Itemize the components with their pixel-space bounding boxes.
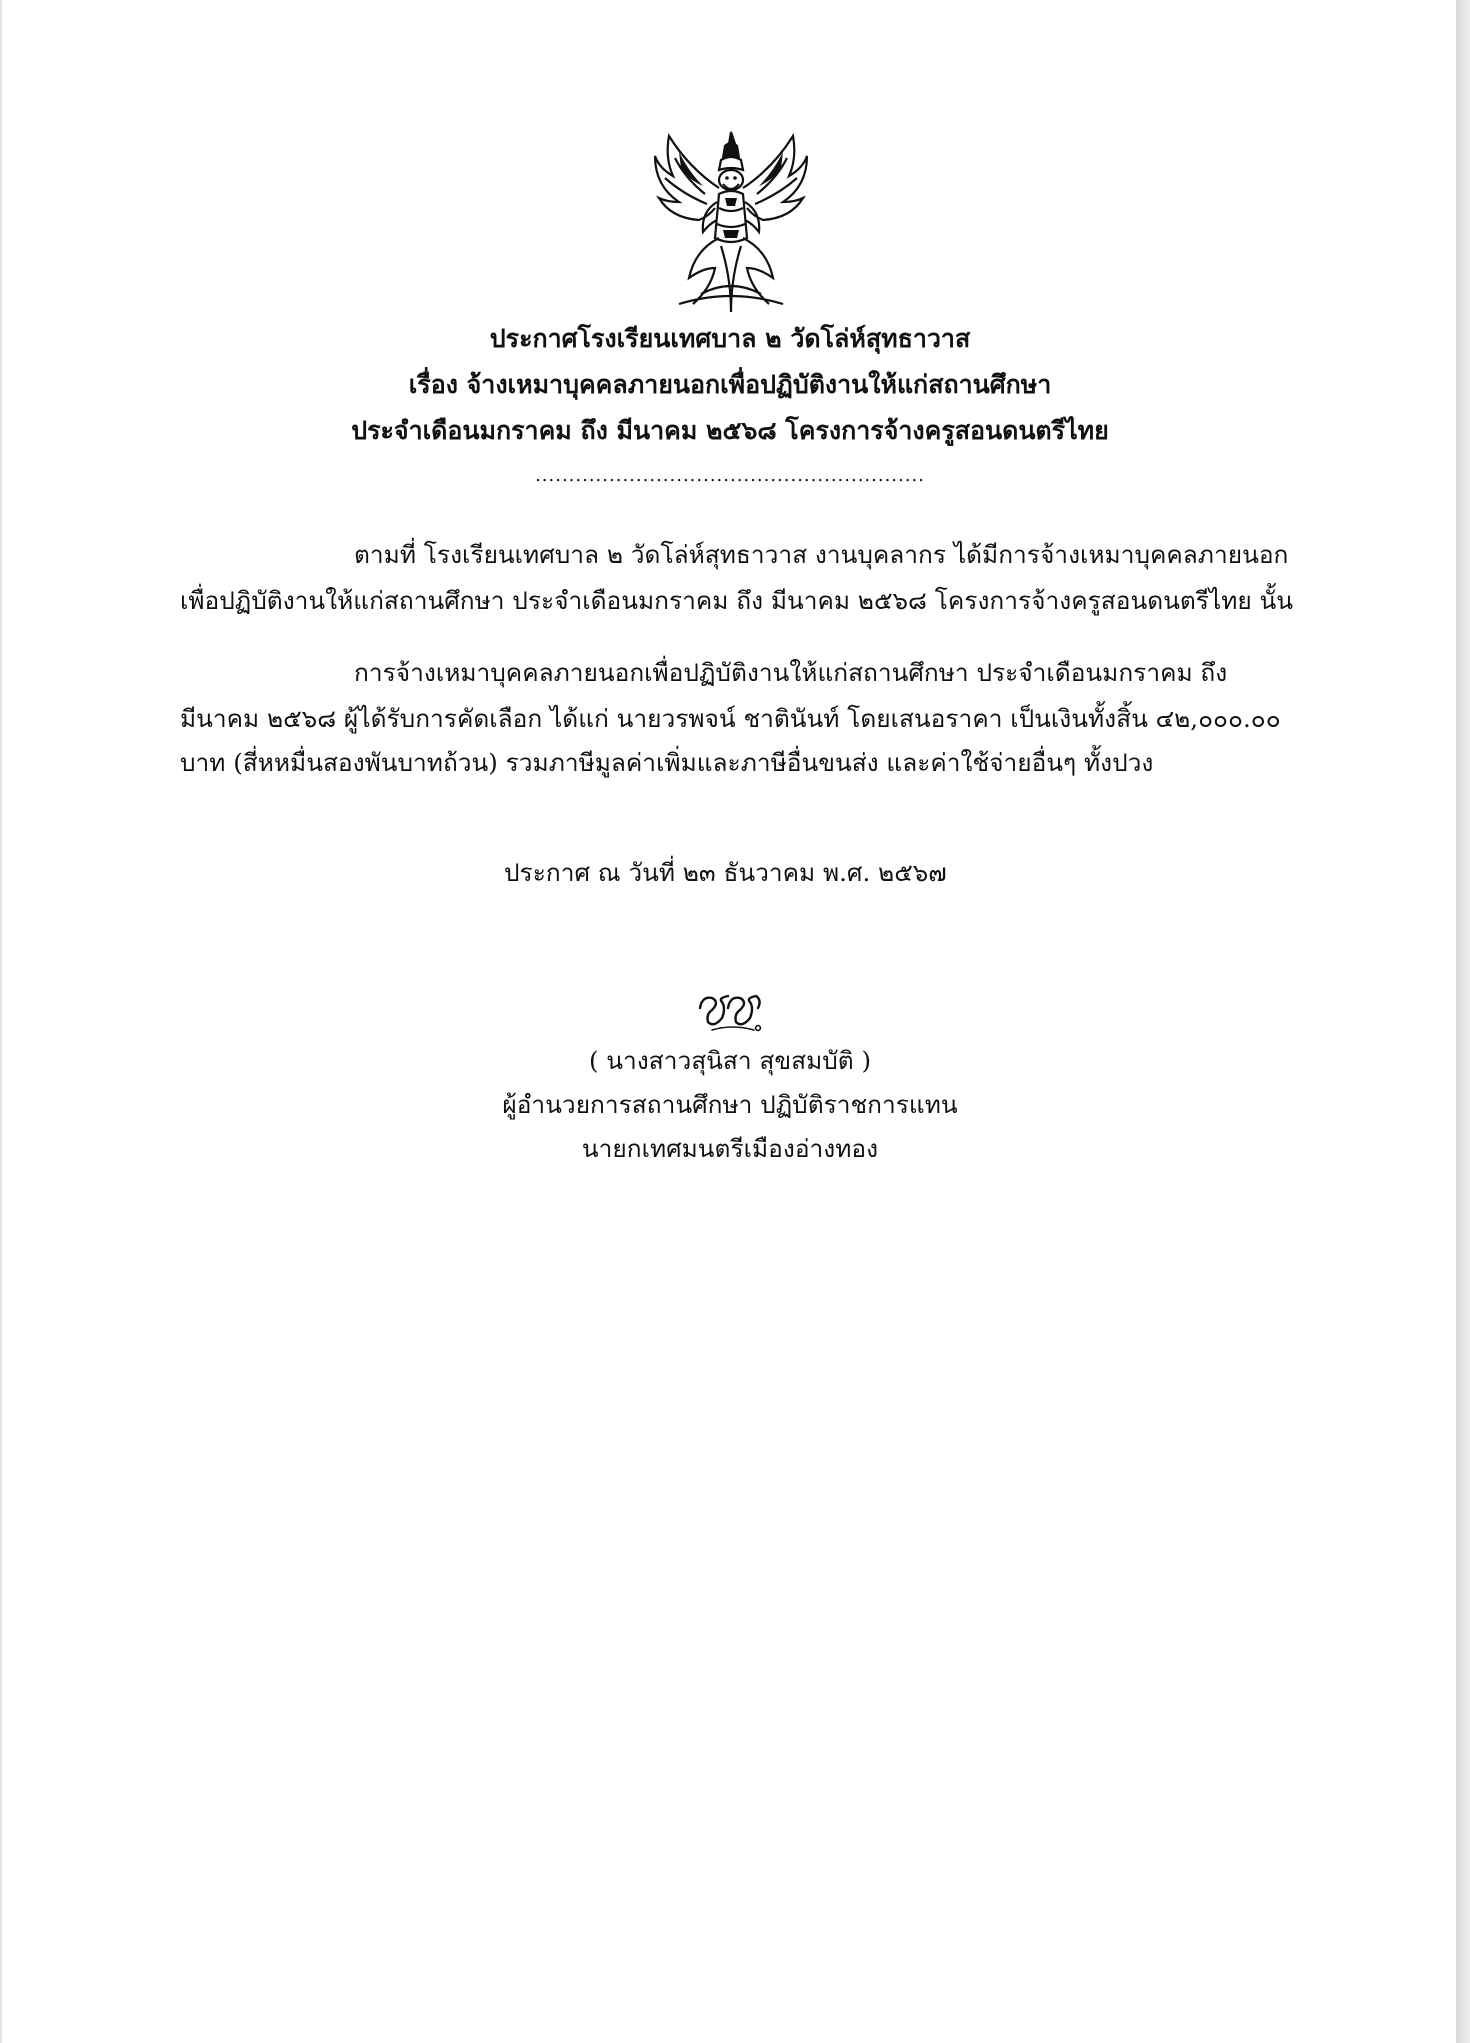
- title-line-2: เรื่อง จ้างเหมาบุคคลภายนอกเพื่อปฏิบัติงานให้แก่สถานศึกษา: [408, 370, 1052, 399]
- paragraph2-line2: มีนาคม ๒๕๖๘ ผู้ได้รับการคัดเลือก ได้แก่ นายวรพจน์ ชาตินันท์ โดยเสนอราคา เป็นเงินทั้งสิ้น ๔๒,๐๐๐.๐๐: [180, 704, 1281, 733]
- title-divider: ..........................................................: [535, 465, 925, 486]
- title-line-3: ประจำเดือนมกราคม ถึง มีนาคม ๒๕๖๘ โครงการจ้างครูสอนดนตรีไทย: [351, 416, 1109, 445]
- paragraph1-line1: ตามที่ โรงเรียนเทศบาล ๒ วัดโล่ห์สุทธาวาส งานบุคลากร ได้มีการจ้างเหมาบุคคลภายนอก: [354, 540, 1289, 569]
- paragraph2-line1: การจ้างเหมาบุคคลภายนอกเพื่อปฏิบัติงานให้แก่สถานศึกษา ประจำเดือนมกราคม ถึง: [354, 658, 1228, 687]
- signer-name: ( นางสาวสุนิสา สุขสมบัติ ): [588, 1046, 872, 1075]
- garuda-emblem-icon: [649, 128, 813, 314]
- paragraph1-line2: เพื่อปฏิบัติงานให้แก่สถานศึกษา ประจำเดือนมกราคม ถึง มีนาคม ๒๕๖๘ โครงการจ้างครูสอนดนตรีไทย นั้น: [180, 586, 1294, 615]
- page-edge-shadow: [1456, 0, 1470, 2043]
- paragraph2-line3: บาท (สี่หหมื่นสองพันบาทถ้วน) รวมภาษีมูลค่าเพิ่มและภาษีอื่นขนส่ง และค่าใช้จ่ายอื่นๆ ทั้งปวง: [180, 748, 1154, 777]
- handwritten-signature-icon: [692, 978, 772, 1038]
- announce-date: ประกาศ ณ วันที่ ๒๓ ธันวาคม พ.ศ. ๒๕๖๗: [504, 858, 947, 887]
- title-line-1: ประกาศโรงเรียนเทศบาล ๒ วัดโล่ห์สุทธาวาส: [489, 324, 971, 353]
- signer-position-1: ผู้อำนวยการสถานศึกษา ปฏิบัติราชการแทน: [502, 1090, 958, 1119]
- signer-position-2: นายกเทศมนตรีเมืองอ่างทอง: [581, 1134, 879, 1163]
